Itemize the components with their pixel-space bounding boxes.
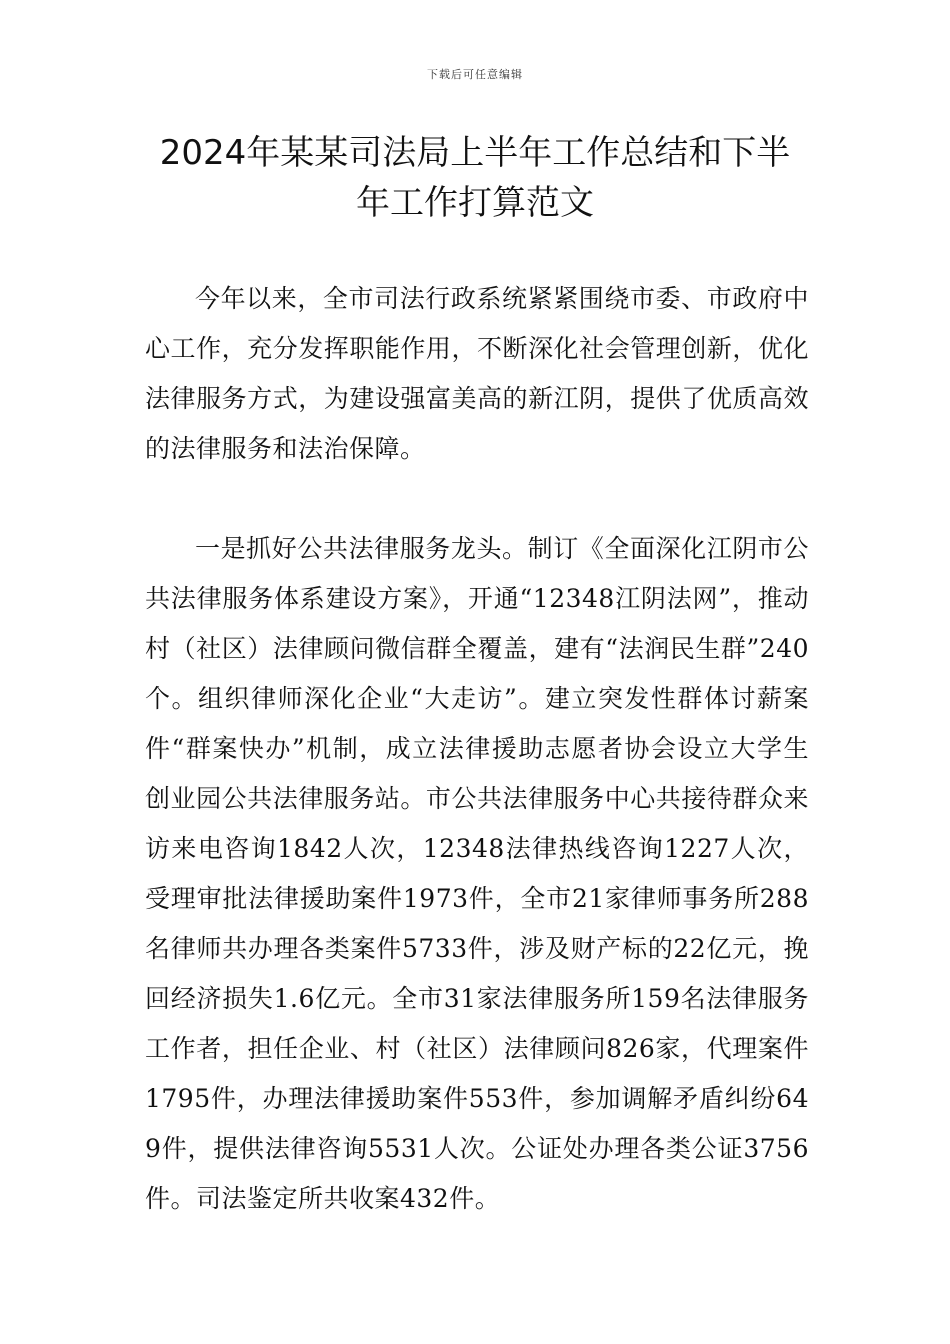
body-paragraph-legal-services: 一是抓好公共法律服务龙头。制订《全面深化江阴市公共法律服务体系建设方案》，开通“12348江阴法网”，推动村（社区）法律顾问微信群全覆盖，建有“法润民生群”240个。组织律师深化企业“大走访”。建立突发性群体讨薪案件“群案快办”机制，成立法律援助志愿者协会设立大学生创业园公共法律服务站。市公共法律服务中心共接待群众来访来电咨询1842人次，12348法律热线咨询1227人次，受理审批法律援助案件1973件，全市21家律师事务所288名律师共办理各类案件5733件，涉及财产标的22亿元，挽回经济损失1.6亿元。全市31家法律服务所159名法律服务工作者，担任企业、村（社区）法律顾问826家，代理案件1795件，办理法律援助案件553件，参加调解矛盾纠纷649件，提供法律咨询5531人次。公证处办理各类公证3756件。司法鉴定所共收案432件。 <box>145 534 809 1213</box>
document-title: 2024年某某司法局上半年工作总结和下半年工作打算范文 <box>159 133 791 223</box>
body-paragraph-intro: 今年以来，全市司法行政系统紧紧围绕市委、市政府中心工作，充分发挥职能作用，不断深化社会管理创新，优化法律服务方式，为建设强富美高的新江阴，提供了优质高效的法律服务和法治保障。 <box>145 284 809 463</box>
header-note: 下载后可任意编辑 <box>427 68 523 81</box>
